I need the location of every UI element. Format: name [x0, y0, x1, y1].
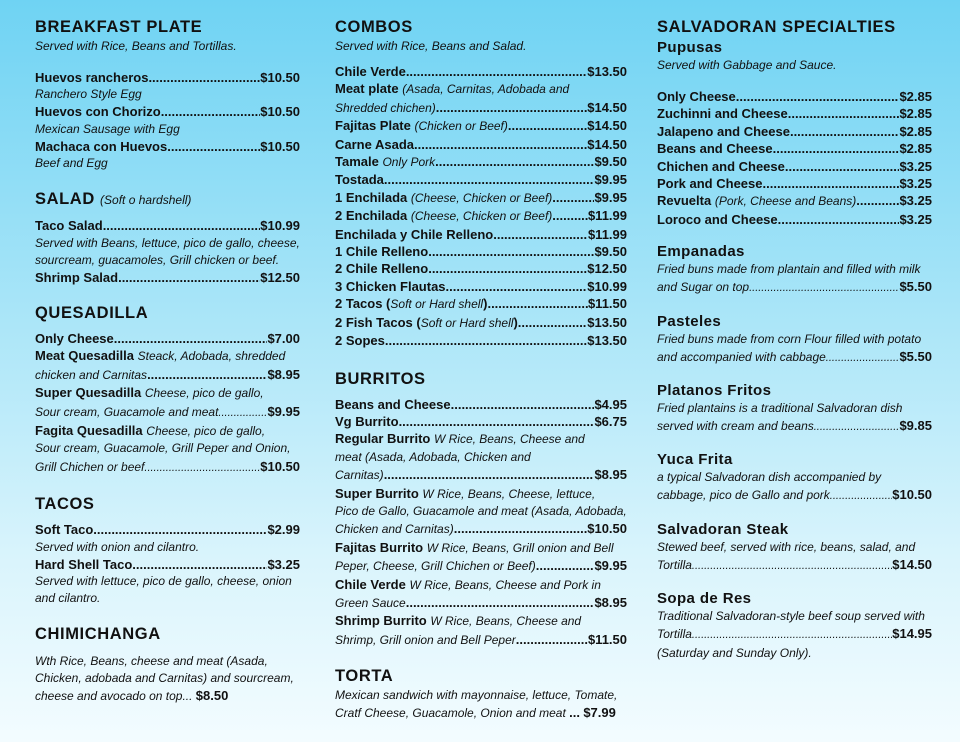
menu-item [35, 422, 300, 477]
menu-item [35, 556, 300, 607]
item-desc: Served with onion and cilantro. [35, 539, 200, 554]
subsection-title: Pupusas [657, 39, 723, 56]
item-price: $2.85 [899, 106, 932, 122]
column-left [35, 16, 300, 705]
item-name: Vg Burrito [335, 413, 399, 429]
item-price: $9.95 [594, 189, 627, 205]
section-title: CHIMICHANGA [35, 625, 161, 644]
item-price: $8.95 [594, 594, 627, 610]
sopa-section [657, 589, 932, 661]
item-name: Machaca con Huevos [35, 138, 168, 154]
item-price: $14.50 [892, 556, 932, 572]
item-desc: Sour cream, Guacamole and meat [35, 404, 219, 419]
item-desc: (Pork, Cheese and Beans) [714, 194, 857, 209]
section-note: Served with Rice, Beans and Tortillas. [35, 39, 237, 53]
item-price: $3.25 [899, 176, 932, 192]
item-price: $7.99 [583, 705, 616, 721]
item-note: (Saturday and Sunday Only). [657, 645, 812, 660]
item-name: 2 Enchilada [335, 208, 408, 224]
item-price: $13.50 [587, 333, 627, 349]
menu-item [35, 330, 300, 347]
item-desc: Ranchero Style Egg [35, 87, 142, 102]
item-desc: Peper, Cheese, Grill Chichen or Beef) [335, 559, 536, 574]
item-name: Chile Verde [335, 576, 406, 592]
item-price: $14.50 [587, 99, 627, 115]
item-desc: chicken and Carnitas [35, 367, 148, 382]
menu-item [35, 103, 300, 137]
item-name: Super Burrito [335, 485, 419, 501]
item-price: $5.50 [899, 279, 932, 295]
item-price: $10.99 [260, 218, 300, 234]
chimichanga-section [35, 623, 300, 705]
item-name: Enchilada y Chile Relleno [335, 226, 494, 242]
item-price: $10.50 [260, 70, 300, 85]
item-desc: and Sugar on top [657, 280, 750, 295]
item-name: Tamale [335, 154, 379, 170]
menu-item [35, 384, 300, 422]
item-name: Huevos con Chorizo [35, 104, 161, 120]
menu-item [35, 269, 300, 286]
item-price: $10.99 [587, 278, 627, 294]
item-desc: (Asada, Carnitas, Adobada and [402, 82, 570, 97]
item-name-tail: ) [483, 296, 488, 312]
item-name: Huevos rancheros [35, 70, 149, 85]
item-desc: Grill Chichen or beef [35, 459, 145, 474]
combos-section [335, 16, 627, 350]
item-desc: W Rice, Beans, Cheese and Pork in [409, 577, 601, 592]
item-price: $10.50 [587, 521, 627, 537]
item-price: $3.25 [899, 158, 932, 174]
item-desc: W Rice, Beans, Cheese, lettuce, [422, 486, 596, 501]
steak-section [657, 520, 932, 575]
item-name: Regular Burrito [335, 431, 431, 447]
tacos-section [35, 493, 300, 607]
item-price: $2.85 [899, 89, 932, 104]
item-price: $3.25 [267, 556, 300, 572]
item-name: 3 Chicken Flautas [335, 278, 446, 294]
item-price: $3.25 [899, 193, 932, 209]
item-price: $14.50 [587, 136, 627, 152]
item-price: $14.95 [892, 626, 932, 642]
item-desc: Cheese, pico de gallo, [144, 386, 264, 401]
item-desc: a typical Salvadoran dish accompanied by [657, 470, 882, 485]
salad-section [35, 188, 300, 286]
item-name: 1 Enchilada [335, 189, 408, 205]
pasteles-section [657, 312, 932, 367]
item-name: Shrimp Salad [35, 269, 119, 285]
item-name: Meat plate [335, 81, 399, 97]
item-name: Chichen and Cheese [657, 158, 785, 174]
item-price: $2.85 [899, 123, 932, 139]
item-name: Soft Taco [35, 522, 94, 538]
item-name: Super Quesadilla [35, 385, 142, 401]
column-middle [335, 16, 627, 722]
item-name: Tostada [335, 172, 384, 188]
item-price: $9.50 [594, 154, 627, 170]
menu-item [35, 521, 300, 555]
item-name: 2 Sopes [335, 333, 385, 349]
torta-section [335, 665, 627, 722]
item-desc: W Rice, Beans, Cheese and [433, 432, 585, 447]
item-price: $8.95 [267, 366, 300, 382]
yuca-section [657, 450, 932, 505]
item-price: $5.50 [899, 348, 932, 364]
item-desc: Shrimp, Grill onion and Bell Peper [335, 632, 516, 647]
item-name: 1 Chile Relleno [335, 244, 429, 260]
section-title: SALVADORAN SPECIALTIES [657, 18, 896, 36]
item-desc: Steack, Adobada, shredded [137, 349, 286, 364]
item-desc: Mexican Sausage with Egg [35, 121, 180, 136]
item-price: $14.50 [587, 118, 627, 134]
item-name: Shrimp Burrito [335, 613, 427, 629]
section-title: Sopa de Res [657, 590, 752, 608]
column-right [657, 16, 932, 662]
item-name: Loroco and Cheese [657, 211, 778, 227]
item-price: $9.95 [594, 558, 627, 574]
item-name: Taco Salad [35, 218, 103, 234]
section-title: SALAD [35, 190, 95, 209]
item-price: $12.50 [260, 269, 300, 285]
item-desc: W Rice, Beans, Grill onion and Bell [426, 540, 614, 555]
item-desc: served with cream and beans [657, 419, 814, 434]
breakfast-section [35, 16, 300, 172]
item-desc: Sour cream, Guacamole, Grill Peper and Onion, [35, 441, 291, 456]
section-title: QUESADILLA [35, 304, 149, 323]
item-desc: Fried buns made from corn Flour filled with potato [657, 331, 922, 346]
item-price: $9.85 [899, 418, 932, 434]
item-name: Pork and Cheese [657, 176, 763, 192]
salvadoran-section [657, 16, 932, 228]
item-name-tail: ) [513, 314, 518, 330]
item-name: Fajitas Plate [335, 118, 411, 134]
item-desc: Tortilla [657, 627, 692, 642]
item-price: $13.50 [587, 64, 627, 79]
item-name: Beans and Cheese [657, 141, 773, 157]
item-desc: Served with Beans, lettuce, pico de gallo, cheese, sourcream, guacamoles, Grill chicken or beef. [35, 235, 300, 267]
item-name: Hard Shell Taco [35, 556, 133, 572]
menu-item [35, 217, 300, 268]
item-desc: Fried buns made from plantain and filled with milk [657, 262, 921, 277]
item-name: Zuchinni and Cheese [657, 106, 788, 122]
item-price: $10.50 [260, 104, 300, 120]
menu-item [35, 69, 300, 103]
item-price: $11.50 [587, 296, 627, 312]
item-desc: meat (Asada, Adobada, Chicken and [335, 449, 531, 464]
section-title: Pasteles [657, 312, 722, 330]
item-name: Only Cheese [35, 331, 114, 347]
item-price: $6.75 [594, 413, 627, 429]
item-desc: Stewed beef, served with rice, beans, salad, and [657, 539, 916, 554]
item-price: $8.95 [594, 467, 627, 483]
item-price: $10.50 [260, 138, 300, 154]
item-desc: (Chicken or Beef) [414, 119, 508, 134]
item-price: $9.50 [594, 244, 627, 260]
item-name: 2 Chile Relleno [335, 261, 429, 277]
item-name: Only Cheese [657, 89, 736, 104]
item-price: $11.99 [587, 208, 627, 224]
item-desc: W Rice, Beans, Cheese and [430, 614, 582, 629]
item-desc: Carnitas) [335, 468, 384, 483]
item-price: $3.25 [899, 211, 932, 227]
item-price: $7.00 [267, 331, 300, 347]
section-title: BREAKFAST PLATE [35, 18, 203, 36]
section-note: Served with Gabbage and Sauce. [657, 58, 837, 72]
section-title: Empanadas [657, 243, 745, 261]
menu-item [35, 347, 300, 384]
section-title: TACOS [35, 495, 95, 514]
section-title: TORTA [335, 667, 394, 686]
item-price: $11.50 [587, 631, 627, 647]
quesadilla-section [35, 302, 300, 477]
item-desc: Pico de Gallo, Guacamole and meat (Asada, Adobada, [335, 503, 627, 518]
platanos-section [657, 381, 932, 436]
item-price: $12.50 [587, 261, 627, 277]
item-desc: Soft or Hard shell [420, 315, 514, 330]
item-price: $10.50 [260, 458, 300, 474]
item-desc: Served with lettuce, pico de gallo, cheese, onion and cilantro. [35, 574, 292, 606]
item-name: Revuelta [657, 193, 712, 209]
section-title: COMBOS [335, 18, 413, 36]
item-price: $4.95 [594, 396, 627, 412]
item-name: Beans and Cheese [335, 396, 451, 412]
item-desc: Shredded chichen) [335, 100, 436, 115]
item-name: Chile Verde [335, 64, 406, 79]
item-price: $13.50 [587, 314, 627, 330]
burritos-section [335, 368, 627, 650]
item-name: Meat Quesadilla [35, 348, 134, 364]
item-desc: Tortilla [657, 557, 692, 572]
item-name: Fagita Quesadilla [35, 423, 143, 439]
section-title: Salvadoran Steak [657, 520, 789, 538]
section-note: Served with Rice, Beans and Salad. [335, 39, 527, 53]
item-price: $11.99 [587, 226, 627, 242]
item-desc: Fried plantains is a traditional Salvadoran dish [657, 401, 903, 416]
empanadas-section [657, 242, 932, 297]
section-title: Platanos Fritos [657, 382, 772, 400]
item-price: $10.50 [892, 487, 932, 503]
item-name: 2 Tacos ( [335, 296, 391, 312]
item-desc: Chicken and Carnitas) [335, 522, 454, 537]
item-price: $8.50 [195, 688, 229, 704]
section-title-note: (Soft o hardshell) [100, 193, 192, 208]
section-title: Yuca Frita [657, 451, 733, 469]
item-desc: and accompanied with cabbage [657, 349, 826, 364]
item-price: $2.99 [267, 522, 300, 538]
item-name: Carne Asada [335, 136, 414, 152]
item-desc: Only Pork [382, 155, 436, 170]
item-desc: cabbage, pico de Gallo and pork [657, 488, 830, 503]
item-name: 2 Fish Tacos ( [335, 314, 421, 330]
item-price: $2.85 [899, 141, 932, 157]
item-desc: Green Sauce [335, 595, 406, 610]
item-name: Jalapeno and Cheese [657, 123, 790, 139]
item-desc: (Cheese, Chicken or Beef) [410, 190, 553, 205]
item-desc: Cheese, pico de gallo, [146, 424, 266, 439]
section-title: BURRITOS [335, 369, 426, 388]
item-desc: (Cheese, Chicken or Beef) [410, 209, 553, 224]
item-price: $9.95 [267, 403, 300, 419]
item-desc: Traditional Salvadoran-style beef soup served with [657, 609, 925, 624]
item-desc: Wth Rice, Beans, cheese and meat (Asada, Chicken, adobada and Carnitas) and sourcream, cheese and avocado on top... [35, 654, 294, 704]
menu-item [35, 138, 300, 172]
item-desc: Soft or Hard shell [390, 297, 484, 312]
item-price: $9.95 [594, 172, 627, 188]
item-separator: ... [569, 705, 580, 721]
item-name: Fajitas Burrito [335, 539, 424, 555]
item-desc: Beef and Egg [35, 156, 108, 171]
item-desc: Mexican sandwich with mayonnaise, lettuce, Tomate, Cratf Cheese, Guacamole, Onion and meat [335, 688, 618, 721]
